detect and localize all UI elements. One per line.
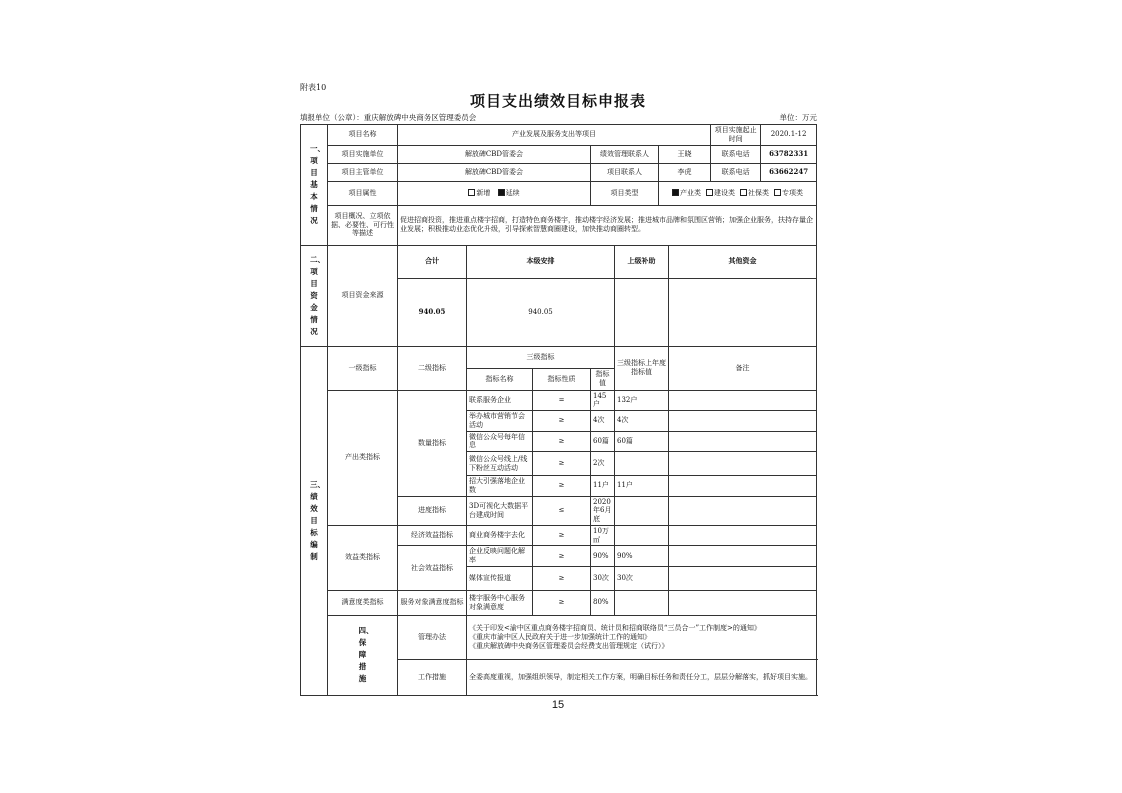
indicator-prev: [615, 525, 669, 546]
indicator-value: 90%: [591, 546, 615, 567]
indicator-prev: 4次: [615, 411, 669, 432]
type-label: 项目类型: [591, 181, 659, 205]
perf-phone: 63782331: [761, 145, 817, 163]
overview-text: 促进招商投资，推进重点楼宇招商，打造特色商务楼宇，推动楼宇经济发展；推进城市品牌和氛围区营销；加强企业服务，扶持存量企业发展；积极推动业态优化升级，引导探索智慧商圈建设，加快推动商圈转型。: [398, 205, 817, 245]
fund-total-value: 940.05: [398, 278, 467, 346]
perf-l2-progress: 进度指标: [398, 496, 467, 525]
type-industry-checkbox: [672, 189, 679, 196]
period-value: 2020.1-12: [761, 125, 817, 146]
work-measure-text: 全委高度重视，加强组织领导，制定相关工作方案，明确目标任务和责任分工，层层分解落实，抓好项目实施。: [467, 659, 817, 695]
type-social-checkbox: [740, 189, 747, 196]
indicator-prev: 132户: [615, 390, 669, 411]
perf-l1-header: 一级指标: [328, 346, 398, 390]
perf-name-header: 指标名称: [467, 368, 533, 390]
indicator-note: [669, 546, 817, 567]
indicator-value: 80%: [591, 590, 615, 615]
proj-contact-label: 项目联系人: [591, 163, 659, 181]
indicator-name: 联系服务企业: [467, 390, 533, 411]
indicator-nature: ≥: [533, 476, 591, 497]
fund-source-label: 项目资金来源: [328, 245, 398, 346]
fund-other-value: [669, 278, 817, 346]
page-number: 15: [551, 699, 565, 711]
indicator-prev: [615, 496, 669, 525]
fund-total-header: 合计: [398, 245, 467, 278]
fund-superior-value: [615, 278, 669, 346]
indicator-nature: ≤: [533, 496, 591, 525]
indicator-nature: ≥: [533, 566, 591, 590]
indicator-value: 11户: [591, 476, 615, 497]
section-guarantee: 四、保障措施: [328, 615, 398, 695]
perf-value-header: 指标值: [591, 368, 615, 390]
perf-l2-quantity: 数量指标: [398, 390, 467, 496]
attachment-label: 附表10: [300, 83, 327, 92]
perf-l2-economic: 经济效益指标: [398, 525, 467, 546]
fund-local-header: 本级安排: [467, 245, 615, 278]
attr-new-checkbox: [468, 189, 475, 196]
perf-l2-service: 服务对象满意度指标: [398, 590, 467, 615]
indicator-name: 商业商务楼宇去化: [467, 525, 533, 546]
perf-prev-header: 三级指标上年度指标值: [615, 346, 669, 390]
type-industry-label: 产业类: [680, 188, 702, 197]
perf-nature-header: 指标性质: [533, 368, 591, 390]
indicator-value: 4次: [591, 411, 615, 432]
indicator-nature: =: [533, 390, 591, 411]
attr-options: [398, 181, 591, 205]
money-unit: 单位：万元: [779, 113, 817, 122]
indicator-note: [669, 525, 817, 546]
project-name-label: 项目名称: [328, 125, 398, 146]
indicator-name: 微信公众号每年信息: [467, 431, 533, 452]
indicator-nature: ≥: [533, 452, 591, 476]
section-performance: 三、绩效目标编制: [301, 346, 328, 695]
indicator-value: 60篇: [591, 431, 615, 452]
indicator-nature: ≥: [533, 546, 591, 567]
impl-unit: 解放碑CBD管委会: [398, 145, 591, 163]
indicator-prev: 30次: [615, 566, 669, 590]
indicator-note: [669, 566, 817, 590]
attr-label: 项目属性: [328, 181, 398, 205]
mgmt-method-label: 管理办法: [398, 615, 467, 659]
indicator-note: [669, 496, 817, 525]
perf-contact-label: 绩效管理联系人: [591, 145, 659, 163]
type-build-label: 建设类: [714, 188, 736, 197]
type-social-label: 社保类: [748, 188, 770, 197]
indicator-value: 145户: [591, 390, 615, 411]
indicator-prev: 60篇: [615, 431, 669, 452]
indicator-value: 10万㎡: [591, 525, 615, 546]
project-name: 产业发展及服务支出等项目: [398, 125, 711, 146]
mgmt-method-list: [467, 615, 817, 659]
indicator-name: 楼宇服务中心服务对象满意度: [467, 590, 533, 615]
mgmt-unit: 解放碑CBD管委会: [398, 163, 591, 181]
perf-note-header: 备注: [669, 346, 817, 390]
type-special-checkbox: [774, 189, 781, 196]
indicator-nature: ≥: [533, 431, 591, 452]
indicator-prev: 11户: [615, 476, 669, 497]
indicator-prev: [615, 452, 669, 476]
indicator-name: 3D可视化大数据平台建成时间: [467, 496, 533, 525]
indicator-name: 招大引强落地企业数: [467, 476, 533, 497]
perf-l3-header: 三级指标: [467, 346, 615, 368]
indicator-name: 举办城市营销节会活动: [467, 411, 533, 432]
indicator-note: [669, 390, 817, 411]
indicator-nature: ≥: [533, 525, 591, 546]
proj-contact: 李虎: [659, 163, 711, 181]
attr-cont-label: 延续: [505, 188, 520, 197]
indicator-value: 2020年6月底: [591, 496, 615, 525]
section-basic-info: 一、项目基本情况: [301, 125, 328, 246]
indicator-value: 2次: [591, 452, 615, 476]
overview-label: 项目概况、立项依据、必要性、可行性等描述: [328, 205, 398, 245]
indicator-nature: ≥: [533, 590, 591, 615]
proj-phone: 63662247: [761, 163, 817, 181]
indicator-nature: ≥: [533, 411, 591, 432]
impl-unit-label: 项目实施单位: [328, 145, 398, 163]
perf-l2-social: 社会效益指标: [398, 546, 467, 591]
perf-l1-benefit: 效益类指标: [328, 525, 398, 590]
perf-contact: 王晓: [659, 145, 711, 163]
phone-label-2: 联系电话: [711, 163, 761, 181]
section-funds: 二、项目资金情况: [301, 245, 328, 346]
phone-label: 联系电话: [711, 145, 761, 163]
mgmt-unit-label: 项目主管单位: [328, 163, 398, 181]
indicator-note: [669, 431, 817, 452]
mgmt-method-item: 《重庆市渝中区人民政府关于进一步加强统计工作的通知》: [469, 632, 651, 641]
perf-l1-satisfaction: 满意度类指标: [328, 590, 398, 615]
indicator-prev: [615, 590, 669, 615]
mgmt-method-item: 《重庆解放碑中央商务区管理委员会经费支出管理规定（试行）》: [469, 641, 669, 650]
indicator-name: 企业反映问题化解率: [467, 546, 533, 567]
fund-superior-header: 上级补助: [615, 245, 669, 278]
fill-unit: 填报单位（公章）：重庆解放碑中央商务区管理委员会: [300, 113, 477, 122]
fund-local-value: 940.05: [467, 278, 615, 346]
period-label: 项目实施起止时间: [711, 125, 761, 146]
indicator-prev: 90%: [615, 546, 669, 567]
indicator-note: [669, 452, 817, 476]
attr-new-label: 新增: [476, 188, 491, 197]
indicator-value: 30次: [591, 566, 615, 590]
type-build-checkbox: [706, 189, 713, 196]
type-options: [659, 181, 817, 205]
mgmt-method-item: 《关于印发<渝中区重点商务楼宇招商员、统计员和招商联络员“三员合一”工作制度>的通知》: [469, 624, 761, 633]
indicator-name: 媒体宣传报道: [467, 566, 533, 590]
form-title: 项目支出绩效目标申报表: [469, 92, 646, 110]
perf-l1-output: 产出类指标: [328, 390, 398, 525]
indicator-note: [669, 590, 817, 615]
indicator-name: 微信公众号线上/线下粉丝互动活动: [467, 452, 533, 476]
attr-cont-checkbox: [498, 189, 505, 196]
perf-l2-header: 二级指标: [398, 346, 467, 390]
indicator-note: [669, 476, 817, 497]
indicator-note: [669, 411, 817, 432]
performance-target-form: [300, 124, 817, 696]
work-measure-label: 工作措施: [398, 659, 467, 695]
fund-other-header: 其他资金: [669, 245, 817, 278]
type-special-label: 专项类: [782, 188, 804, 197]
